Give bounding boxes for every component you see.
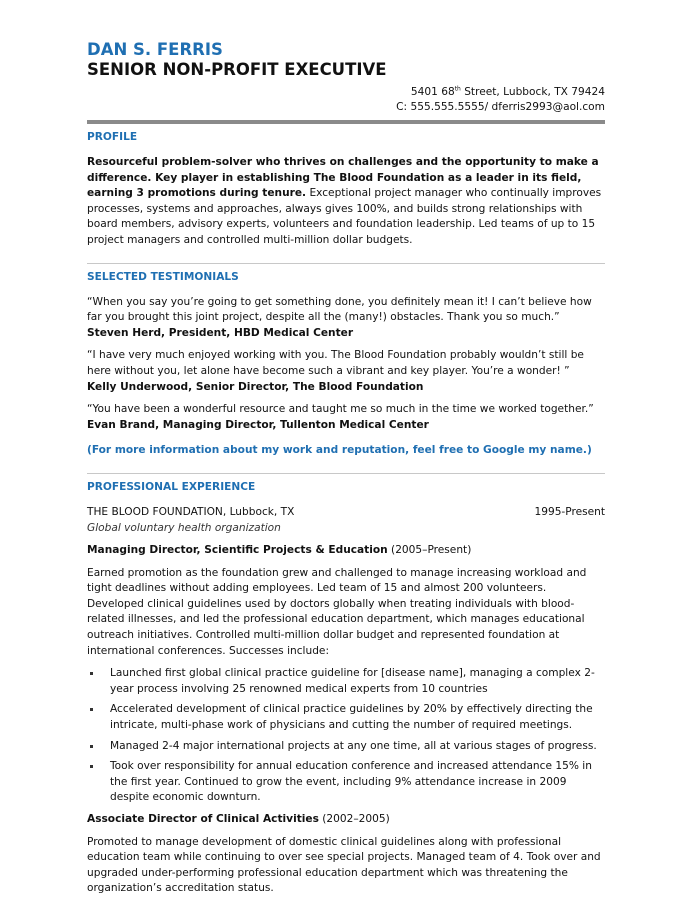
address	[87, 85, 605, 100]
role-title: Managing Director, Scientific Projects & Education	[87, 544, 388, 557]
achievements-list	[87, 666, 605, 806]
profile-heading: PROFILE	[87, 131, 138, 143]
divider	[87, 473, 605, 474]
phone-email: C: 555.555.5555/ dferris2993@aol.com	[396, 101, 605, 113]
achievement-item: Accelerated development of clinical practice guidelines by 20% by effectively directing the intricate, multi-phase work of physicians and cutting the number of required meetings.	[87, 702, 605, 733]
testimonial-quote: “I have very much enjoyed working with you. The Blood Foundation probably wouldn’t still be here without you, let alone have become such a vibrant and key player. You’re a wonder! ”	[87, 349, 584, 377]
role-summary: Promoted to manage development of domestic clinical guidelines along with professional education team while continuing to over see special projects. Managed team of 4. Took over and upgraded under-performing professional education department which was threatening the organization’s accreditation status.	[87, 835, 601, 895]
address-sup: th	[454, 85, 461, 93]
role-period: (2005–Present)	[387, 544, 472, 557]
testimonial-quote: “You have been a wonderful resource and taught me so much in the time we worked together.”	[87, 403, 594, 416]
role-title: Associate Director of Clinical Activities	[87, 813, 319, 825]
role-heading	[87, 543, 605, 559]
experience-heading: PROFESSIONAL EXPERIENCE	[87, 480, 256, 493]
employment-dates: 1995-Present	[534, 505, 605, 518]
contact-block	[87, 85, 605, 115]
role-summary: Earned promotion as the foundation grew and challenged to manage increasing workload and tight deadlines without adding employees. Led team of 15 and almost 200 volunteers. Developed clinical guidelines used by doctors globally when treating individuals with blood-related illnesses, and led the professional education department, which manages educational outreach initiatives. Controlled multi-million dollar budget and represented foundation at international conferences. Successes include:	[87, 566, 587, 657]
achievement-item: Took over responsibility for annual education conference and increased attendance 15% in the first year. Continued to grow the event, including 9% attendance increase in 2009 despite economic downturn.	[87, 759, 605, 806]
profile-body: Exceptional project manager who continually improves processes, systems and approaches, always gives 100%, and builds strong relationships with board members, advisory experts, volunteers and foundation leadership. Led teams of up to 15 project managers and controlled multi-million dollar budgets.	[87, 187, 602, 246]
profile-text	[87, 155, 605, 249]
employer-description: Global voluntary health organization	[87, 521, 281, 534]
profile-bold: Resourceful problem-solver who thrives on challenges and the opportunity to make a difference. Key player in establishing The Blood Foundation as a leader in its field, earning 3 promotions during tenure.	[87, 156, 599, 200]
candidate-title: SENIOR NON-PROFIT EXECUTIVE	[87, 60, 387, 79]
testimonial-quote: “When you say you’re going to get something done, you definitely mean it! I can’t believe how far you brought this joint project, despite all the (many!) obstacles. Thank you so much.”	[87, 295, 592, 324]
testimonial-author: Steven Herd, President, HBD Medical Center	[87, 326, 354, 339]
candidate-name: DAN S. FERRIS	[87, 40, 223, 59]
role-period: (2002–2005)	[318, 813, 390, 825]
testimonial-author: Evan Brand, Managing Director, Tullenton Medical Center	[87, 418, 429, 431]
role-heading	[87, 812, 605, 828]
testimonial-author: Kelly Underwood, Senior Director, The Blood Foundation	[87, 380, 424, 393]
address-street: Street, Lubbock, TX 79424	[460, 86, 605, 98]
google-note: (For more information about my work and reputation, feel free to Google my name.)	[87, 444, 592, 457]
employer: THE BLOOD FOUNDATION, Lubbock, TX	[87, 505, 295, 518]
employer-row	[87, 505, 605, 521]
achievement-item: Launched first global clinical practice guideline for [disease name], managing a complex 2-year process involving 25 renowned medical experts from 10 countries	[87, 666, 605, 697]
header-divider	[87, 120, 605, 124]
address-number: 5401 68	[410, 86, 455, 98]
resume-page	[87, 40, 605, 904]
testimonials-heading: SELECTED TESTIMONIALS	[87, 270, 239, 283]
divider	[87, 263, 605, 264]
achievement-item: Managed 2-4 major international projects at any one time, all at various stages of progress.	[87, 739, 605, 755]
